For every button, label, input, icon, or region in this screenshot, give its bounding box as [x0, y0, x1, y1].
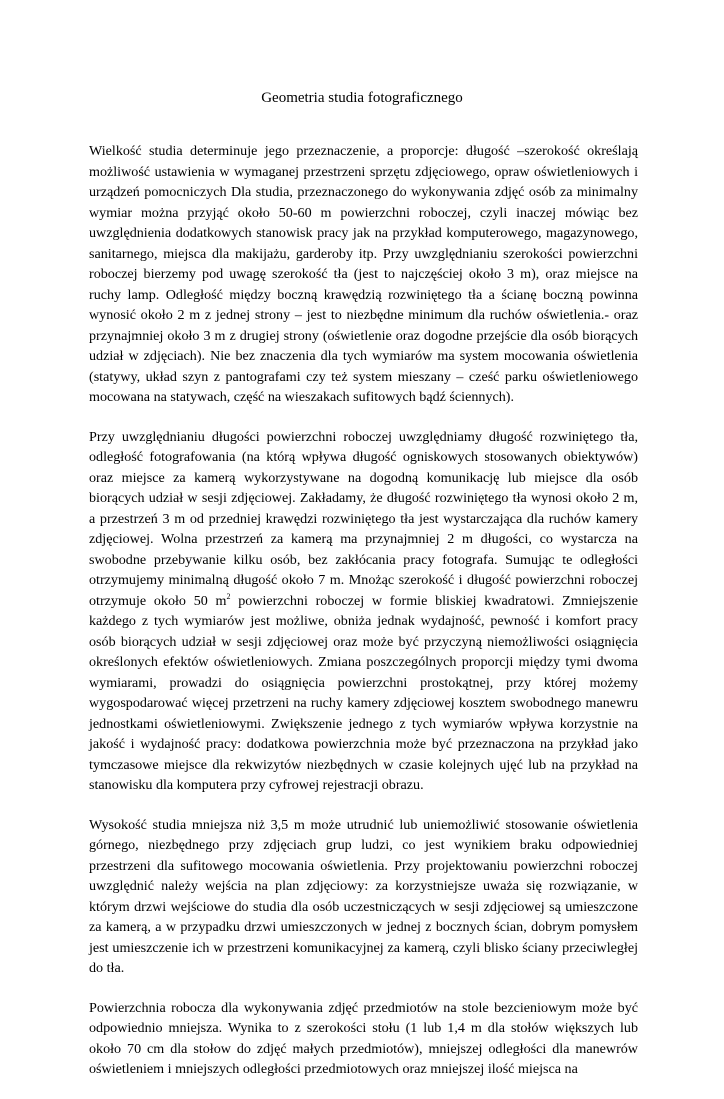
paragraph-studio-length: [89, 427, 638, 796]
paragraph-product-table: Powierzchnia robocza dla wykonywania zdjęć przedmiotów na stole bezcieniowym może być odpowiednio mniejsza. Wynika to z szerokości stołu (1 lub 1,4 m dla stołów większych lub około 70 cm dla stołow do zdjęć małych przedmiotów), mniejszej odległości dla manewrów oświetleniem i mniejszych odległości przedmiotowych oraz mniejszej ilość miejsca na: [89, 999, 638, 1077]
square-meter-superscript: 2: [226, 591, 231, 601]
document-body: [89, 141, 638, 1099]
paragraph-studio-size: Wielkość studia determinuje jego przeznaczenie, a proporcje: długość –szerokość określają możliwość ustawienia w wymaganej przestrzeni sprzętu zdjęciowego, opraw oświetleniowych i urządzeń pomocniczych Dla studia, przeznaczonego do wykonywania zdjęć osób za minimalny wymiar można przyjąć około 50-60 m powierzchni roboczej, czyli inaczej mówiąc bez uwzględnienia dodatkowych stanowisk pracy jak na przykład komputerowego, magazynowego, sanitarnego, miejsca dla makijażu, garderoby itp. Przy uwzględnianiu szerokości powierzchni roboczej bierzemy pod uwagę szerokość tła (jest to najczęściej około 3 m), oraz miejsce na ruchy lamp. Odległość między boczną krawędzią rozwiniętego tła a ścianę boczną powinna wynosić około 2 m z jednej strony – jest to niezbędne minimum dla ruchów oświetlenia.- oraz przynajmniej około 3 m z drugiej strony (oświetlenie oraz dogodne przejście dla osób biorących udział w zdjęciach). Nie bez znaczenia dla tych wymiarów ma system mocowania oświetlenia (statywy, układ szyn z pantografami czy też system mieszany – cześć parku oświetleniowego mocowana na statywach, część na wieszakach sufitowych bądź ściennych).: [89, 143, 638, 405]
document-title: Geometria studia fotograficznego: [261, 90, 463, 106]
paragraph-studio-height: Wysokość studia mniejsza niż 3,5 m może utrudnić lub uniemożliwić stosowanie oświetlenia górnego, niezbędnego przy zdjęciach grup ludzi, co jest wynikiem braku odpowiedniej przestrzeni dla sufitowego mocowania oświetlenia. Przy projektowaniu powierzchni roboczej uwzględnić należy wejścia na plan zdjęciowy: za korzystniejsze uważa się rozwiązanie, w którym drzwi wejściowe do studia dla osób uczestniczących w sesji zdjęciowej są umieszczone za kamerą, a w przypadku drzwi umieszczonych w jednej z bocznych ścian, dobrym pomysłem jest umieszczenie ich w przestrzeni komunikacyjnej za kamerą, czyli blisko ściany przeciwległej do tła.: [89, 816, 638, 976]
paragraph-studio-length-part-2: powierzchni roboczej w formie bliskiej kwadratowi. Zmniejszenie każdego z tych wymiarów jest możliwe, obniża jednak wydajność, pewność i komfort pracy osób biorących udział w sesji zdjęciowej oraz może być przyczyną niemożliwości osiągnięcia określonych efektów oświetleniowych. Zmiana poszczególnych proporcji między tymi dwoma wymiarami, prowadzi do osiągnięcia powierzchni prostokątnej, przy której możemy wygospodarować więcej przetrzeni na ruchy kamery zdjęciowej kosztem swobodnego manewru jednostkami oświetleniowymi. Zwiększenie jednego z tych wymiarów wpływa korzystnie na jakość i wydajność pracy: dodatkowa powierzchnia może być przeznaczona na przykład jako tymczasowe miejsce dla rekwizytów niezbędnych w czasie kolejnych ujęć lub na przykład na stanowisku dla komputera przy cyfrowej rejestracji obrazu.: [89, 592, 638, 793]
paragraph-studio-length-part-1: Przy uwzględnianiu długości powierzchni roboczej uwzględniamy długość rozwiniętego tła, odległość fotografowania (na którą wpływa długość ogniskowych stosowanych obiektywów) oraz miejsce za kamerą wykorzystywane na dogodną komunikację lub miejsce dla osób biorących udział w sesji zdjęciowej. Zakładamy, że długość rozwiniętego tła wynosi około 2 m, a przestrzeń 3 m od przedniej krawędzi rozwiniętego tła jest wystarczająca dla ruchów kamery zdjęciowej. Wolna przestrzeń za kamerą ma przynajmniej 2 m długości, co wystarcza na swobodne przebywanie kilku osób, bez zakłócania pracy fotografa. Sumując te odległości otrzymujemy minimalną długość około 7 m. Mnożąc szerokość i długość powierzchni roboczej otrzymuje około 50 m: [89, 428, 638, 609]
